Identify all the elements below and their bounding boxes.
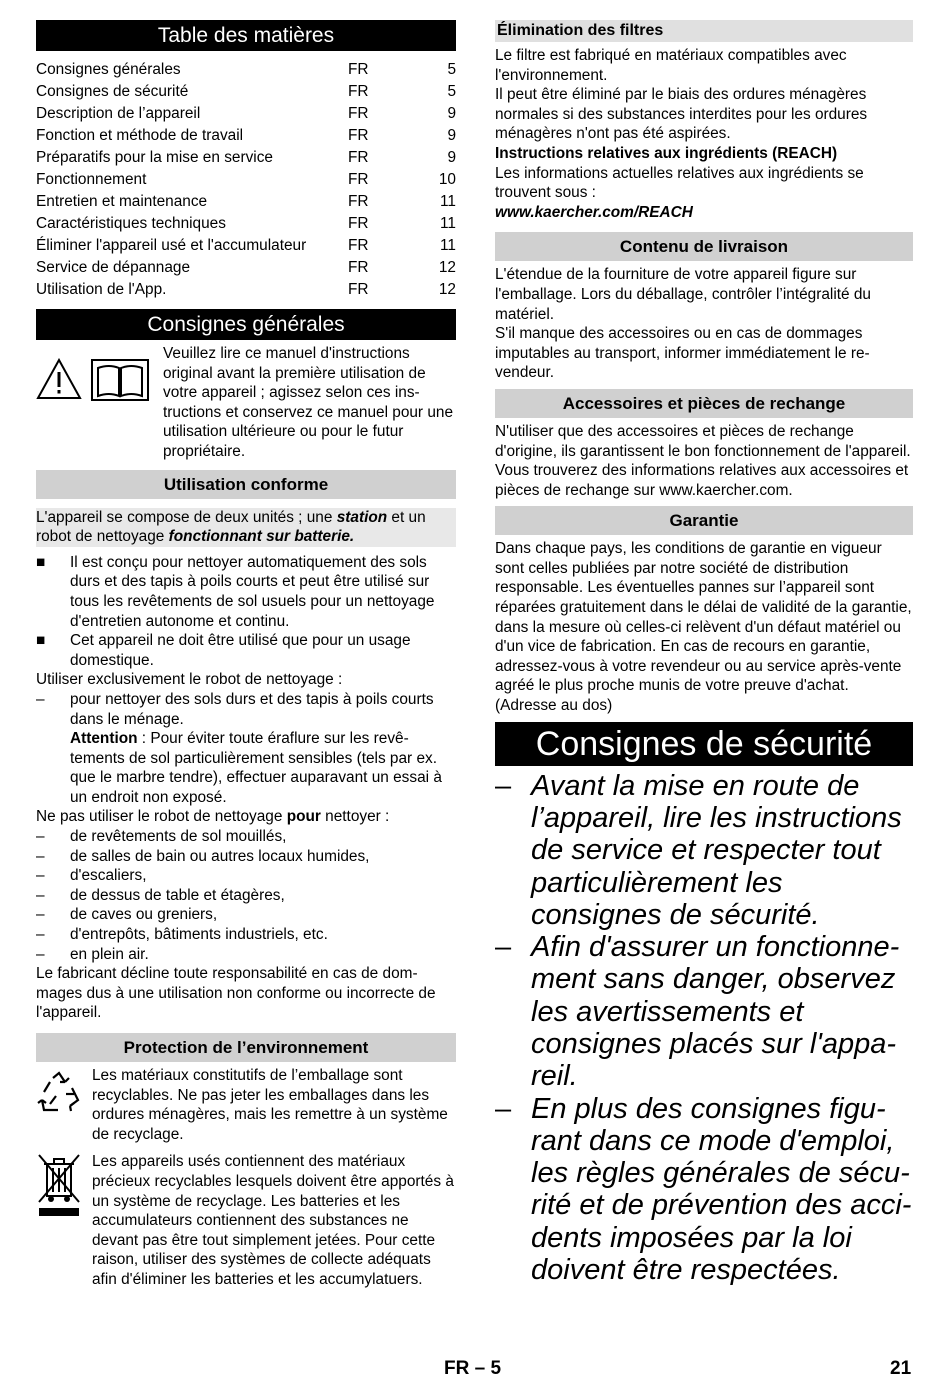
toc-row[interactable]: Fonctionnement FR 10 (36, 171, 456, 188)
toc-row[interactable]: Éliminer l'appareil usé et l'accumulateur FR 11 (36, 237, 456, 254)
env-packaging (36, 1066, 456, 1144)
toc-list (36, 59, 456, 301)
safety-item: – Avant la mise en route de l’appareil, lire les instructions de service et respecter tout particulièrement les consignes de sécurité. (495, 769, 902, 931)
safety-item: – Afin d'assurer un fonctionnement sans danger, observez les avertissements et consignes placés sur l'appareil. (495, 931, 900, 1093)
toc-row[interactable]: Consignes générales FR 5 (36, 61, 456, 78)
toc-row[interactable]: Fonction et méthode de travail FR 9 (36, 127, 456, 144)
left-column (36, 20, 456, 1290)
env-devices-text: Les appareils usés contiennent des matériaux précieux recyclables lesquels doivent être apportés à un système de recyclage. Les batteries et les accumulateurs contiennent des substances ne devant pas être tout simplement jetées. Pour cette raison, utiliser des systèmes de collecte adéquats afin d'éliminer les batteries et les accumylatuers. (92, 1153, 454, 1288)
square-bullet-icon: ■ (36, 553, 46, 571)
list-item: – de revêtements de sol mouillés, (36, 828, 287, 846)
usage-exclusive: Utiliser exclusivement le robot de nettoyage : (36, 671, 343, 689)
list-item: – en plein air. (36, 945, 149, 963)
general-block (36, 344, 456, 462)
toc-row[interactable]: Préparatifs pour la mise en service FR 9 (36, 149, 456, 166)
toc-heading: Table des matières (36, 20, 456, 51)
filters-text: Le filtre est fabriqué en matériaux compatibles avec l'environnement. Il peut être éliminé par le biais des ordures ménagères normales si des substances interdites pour les ordures ménagères n'ont pas été aspirées. (495, 47, 868, 143)
list-item: – d'entrepôts, bâtiments industriels, etc. (36, 926, 328, 944)
toc-row[interactable]: Description de l’appareil FR 9 (36, 105, 456, 122)
list-item: – de caves ou greniers, (36, 906, 218, 924)
usage-exclusive-item: – pour nettoyer des sols durs et des tapis à poils courts dans le ménage. Attention : Pour éviter toute éraflure sur les revêtements de sol particulièrement sensibles (tels par ex. que le marbre tendre), effectuer auparavant un essai à un endroit non exposé. (36, 690, 442, 806)
reach-text: Les informations actuelles relatives aux ingrédients se trouvent sous : (495, 164, 864, 202)
right-column (495, 20, 913, 1286)
square-bullet-icon: ■ (36, 632, 46, 650)
list-item: – d'escaliers, (36, 867, 147, 885)
toc-row[interactable]: Entretien et maintenance FR 11 (36, 193, 456, 210)
env-packaging-text: Les matériaux constitutifs de l’emballage sont recyclables. Ne pas jeter les emballages dans les ordures ménagères, mais les remettre à un système de recyclage. (92, 1067, 448, 1143)
warranty-heading: Garantie (495, 506, 913, 535)
usage-liability: Le fabricant décline toute responsabilité en cas de dommages dus à une utilisation non conforme ou incorrecte de l'appareil. (36, 965, 436, 1022)
safety-item: – En plus des consignes figurant dans ce mode d'emploi, les règles générales de sécurité et de prévention des accidents imposées par la loi doivent être respectées. (495, 1092, 912, 1287)
usage-intro: L'appareil se compose de deux unités ; une station et un robot de nettoyage fonctionnant sur batterie. (36, 508, 456, 547)
safety-heading: Consignes de sécurité (495, 722, 913, 766)
usage-heading: Utilisation conforme (36, 470, 456, 499)
usage-not: Ne pas utiliser le robot de nettoyage pour nettoyer : (36, 808, 390, 826)
warning-triangle-icon (36, 358, 82, 462)
crossed-bin-icon (36, 1209, 82, 1226)
general-text: Veuillez lire ce manuel d'instructions original avant la première utilisation de votre appareil ; agissez selon ces instructions et conservez ce manuel pour une utilisation ultérieure ou pour le futur propriétaire. (163, 345, 454, 460)
footer-page-number: 21 (890, 1358, 912, 1379)
usage-bullet: ■ Cet appareil ne doit être utilisé que pour un usage domestique. (36, 632, 411, 669)
toc-row[interactable]: Service de dépannage FR 12 (36, 259, 456, 276)
delivery-text: L'étendue de la fourniture de votre appareil figure sur l'emballage. Lors du déballage, contrôler l’intégralité du matériel. S'il manque des accessoires ou en cas de dommages imputables au transport, informer immédiatement le revendeur. (495, 266, 871, 382)
filters-heading: Élimination des filtres (495, 20, 913, 42)
reach-link[interactable]: www.kaercher.com/REACH (495, 203, 693, 221)
toc-row[interactable]: Consignes de sécurité FR 5 (36, 83, 456, 100)
footer-language-page: FR – 5 (444, 1358, 502, 1379)
accessories-heading: Accessoires et pièces de rechange (495, 389, 913, 418)
delivery-heading: Contenu de livraison (495, 232, 913, 261)
warranty-text: Dans chaque pays, les conditions de garantie en vigueur sont celles publiées par notre société de distribution responsable. Les éventuelles pannes sur l’appareil sont réparées gratuitement dans le délai de validité de la garantie, dans la mesure où celles-ci relèvent d'un défaut matériel ou d'un vice de fabrication. En cas de recours en garantie, adressez-vous à votre revendeur ou au service après-vente agréé le plus proche munis de votre preuve d'achat. (Adresse au dos) (495, 540, 912, 715)
env-devices (36, 1152, 456, 1289)
reach-title: Instructions relatives aux ingrédients (REACH) (495, 144, 838, 162)
accessories-text: N'utiliser que des accessoires et pièces de rechange d'origine, ils garantissent le bon fonctionnement de l'appareil. Vous trouverez des informations relatives aux accessoires et pièces de rechange sur www.kaercher.com. (495, 422, 911, 499)
env-heading: Protection de l’environnement (36, 1033, 456, 1062)
list-item: – de salles de bain ou autres locaux humides, (36, 847, 370, 865)
toc-row[interactable]: Caractéristiques techniques FR 11 (36, 215, 456, 232)
list-item: – de dessus de table et étagères, (36, 886, 285, 904)
general-heading: Consignes générales (36, 309, 456, 340)
recycle-icon (36, 1103, 82, 1120)
usage-bullet: ■ Il est conçu pour nettoyer automatiquement des sols durs et des tapis à poils courts et peut être utilisé sur tous les revêtements de sol usuels pour un nettoyage d'entretien autonome et continu. (36, 553, 435, 630)
manual-book-icon (90, 358, 150, 462)
toc-row[interactable]: Utilisation de l'App. FR 12 (36, 281, 456, 298)
